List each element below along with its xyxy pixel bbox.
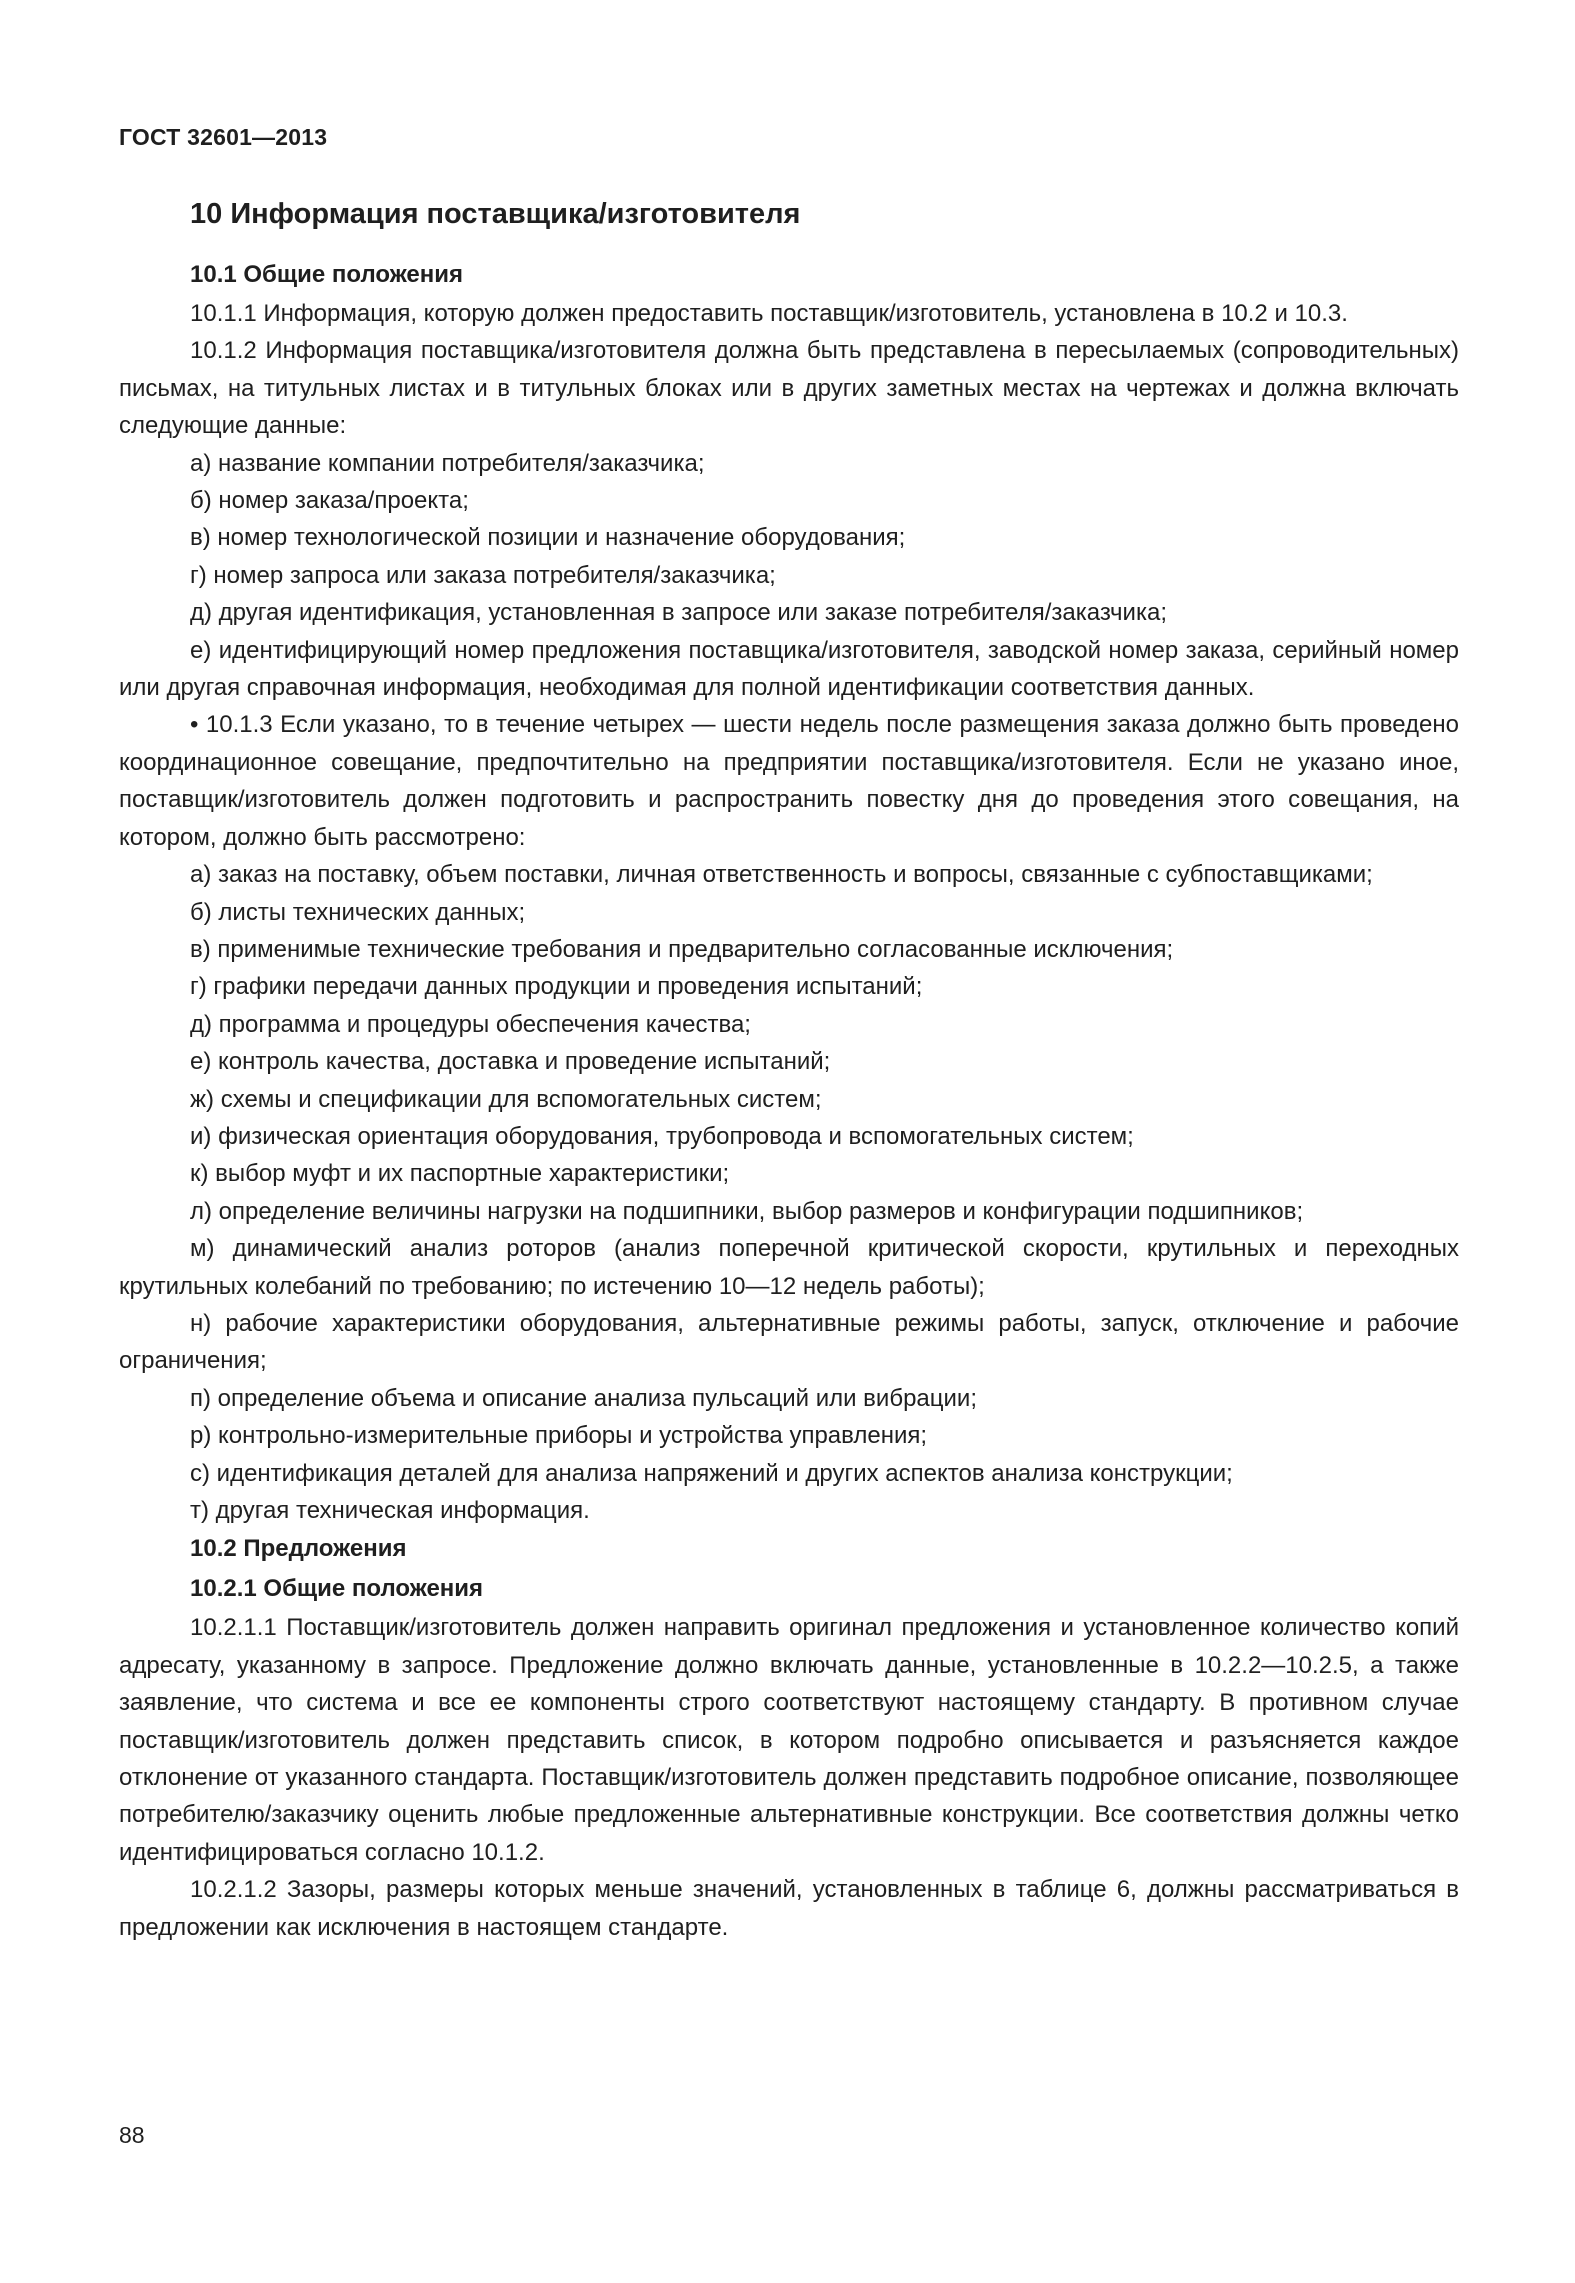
page-number: 88 <box>119 2122 145 2148</box>
paragraph-10-2-1-1: 10.2.1.1 Поставщик/изготовитель должен направить оригинал предложения и установленное количество копий адресату, указанному в запросе. Предложение должно включать данные, установленные в 10.2.2—10.2.5, а также заявление, что система и все ее компоненты строго соответствуют настоящему стандарту. В противном случае поставщик/изготовитель должен представить список, в котором подробно описывается и разъясняется каждое отклонение от указанного стандарта. Поставщик/изготовитель должен представить подробное описание, позволяющее потребителю/заказчику оценить любые предложенные альтернативные конструкции. Все соответствия должны четко идентифицироваться согласно 10.1.2. <box>119 1614 1459 1866</box>
list-item: г) графики передачи данных продукции и проведения испытаний; <box>190 973 923 1001</box>
list-item: д) другая идентификация, установленная в запросе или заказе потребителя/заказчика; <box>190 599 1167 627</box>
list-item: л) определение величины нагрузки на подшипники, выбор размеров и конфигурации подшипников; <box>190 1197 1304 1225</box>
paragraph-10-2-1-2: 10.2.1.2 Зазоры, размеры которых меньше значений, установленных в таблице 6, должны рассматриваться в предложении как исключения в настоящем стандарте. <box>119 1876 1459 1941</box>
list-item: а) заказ на поставку, объем поставки, личная ответственность и вопросы, связанные с субпоставщиками; <box>190 861 1373 889</box>
list-item: м) динамический анализ роторов (анализ поперечной критической скорости, крутильных и переходных крутильных колебаний по требованию; по истечению 10—12 недель работы); <box>119 1235 1459 1300</box>
list-item: к) выбор муфт и их паспортные характеристики; <box>190 1160 730 1188</box>
list-item: н) рабочие характеристики оборудования, альтернативные режимы работы, запуск, отключение и рабочие ограничения; <box>119 1309 1459 1375</box>
list-item: в) номер технологической позиции и назначение оборудования; <box>190 524 906 552</box>
subsection-title-10-2-1: 10.2.1 Общие положения <box>190 1575 484 1603</box>
document-body <box>119 195 1459 1946</box>
list-item: с) идентификация деталей для анализа напряжений и других аспектов анализа конструкции; <box>190 1459 1233 1487</box>
list-item: б) номер заказа/проекта; <box>190 487 469 515</box>
list-item: г) номер запроса или заказа потребителя/заказчика; <box>190 561 776 589</box>
paragraph-10-1-2: 10.1.2 Информация поставщика/изготовителя должна быть представлена в пересылаемых (сопроводительных) письмах, на титульных листах и в титульных блоках или в других заметных местах на чертежах и должна включать следующие данные: <box>119 337 1459 440</box>
list-item: е) идентифицирующий номер предложения поставщика/изготовителя, заводской номер заказа, серийный номер или другая справочная информация, необходимая для полной идентификации соответствия данных. <box>119 636 1459 702</box>
subsection-title-10-2: 10.2 Предложения <box>190 1535 407 1563</box>
list-item: б) листы технических данных; <box>190 898 526 926</box>
list-item: в) применимые технические требования и предварительно согласованные исключения; <box>190 935 1174 963</box>
list-item: д) программа и процедуры обеспечения качества; <box>190 1010 751 1038</box>
list-item: п) определение объема и описание анализа пульсаций или вибрации; <box>190 1384 977 1412</box>
paragraph-10-1-3: • 10.1.3 Если указано, то в течение четырех — шести недель после размещения заказа должно быть проведено координационное совещание, предпочтительно на предприятии поставщика/изготовителя. Если не указано иное, поставщик/изготовитель должен подготовить и распространить повестку дня до проведения этого совещания, на котором, должно быть рассмотрено: <box>119 711 1459 851</box>
list-item: ж) схемы и спецификации для вспомогательных систем; <box>190 1085 822 1113</box>
list-item: и) физическая ориентация оборудования, трубопровода и вспомогательных систем; <box>190 1122 1134 1150</box>
section-title: 10 Информация поставщика/изготовителя <box>190 198 801 230</box>
paragraph-10-1-1: 10.1.1 Информация, которую должен предоставить поставщик/изготовитель, установлена в 10.2 и 10.3. <box>190 300 1348 327</box>
document-id: ГОСТ 32601—2013 <box>119 124 328 150</box>
list-item: е) контроль качества, доставка и проведение испытаний; <box>190 1048 831 1076</box>
subsection-title-10-1: 10.1 Общие положения <box>190 261 464 288</box>
list-item: а) название компании потребителя/заказчика; <box>190 449 705 477</box>
list-item: т) другая техническая информация. <box>190 1497 590 1524</box>
list-item: р) контрольно-измерительные приборы и устройства управления; <box>190 1422 928 1450</box>
